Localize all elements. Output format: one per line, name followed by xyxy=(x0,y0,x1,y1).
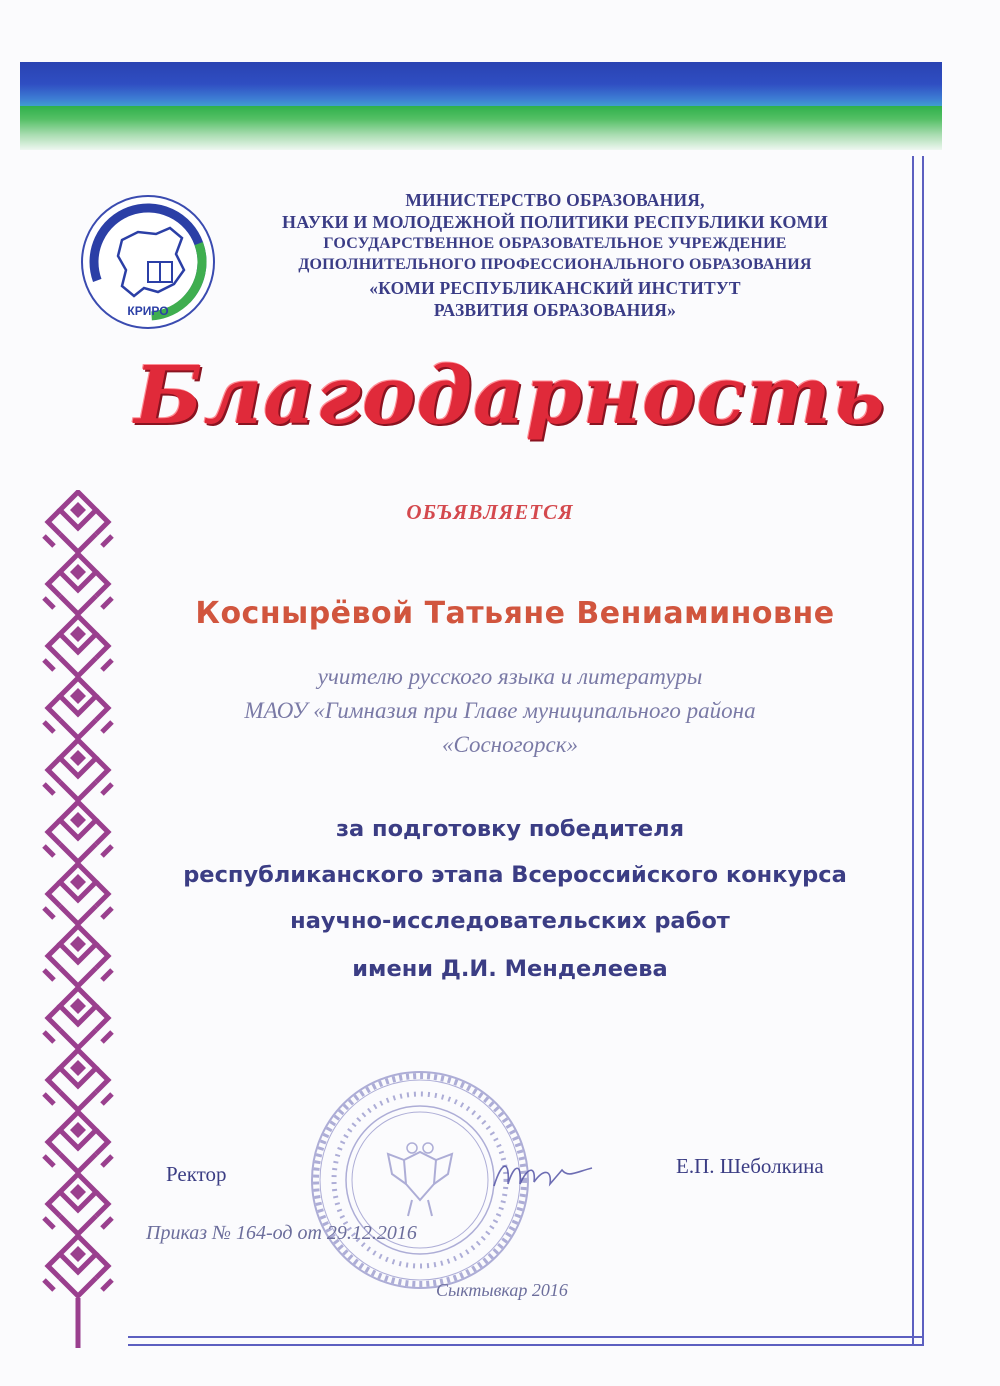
reason-line-4: имени Д.И. Менделеева xyxy=(352,956,668,982)
header-line-5: «КОМИ РЕСПУБЛИКАНСКИЙ ИНСТИТУТ xyxy=(369,278,741,298)
ornament-border xyxy=(38,490,118,1350)
flag-stripe-green xyxy=(20,106,942,150)
flag-stripe-blue xyxy=(20,62,942,106)
header-line-6: РАЗВИТИЯ ОБРАЗОВАНИЯ» xyxy=(433,300,677,320)
reason-line-2: республиканского этапа Всероссийского конкурса xyxy=(183,862,847,888)
announce-text: ОБЪЯВЛЯЕТСЯ xyxy=(406,500,574,524)
frame-line-bottom-inner xyxy=(128,1336,924,1338)
position-line-1: учителю русского языка и литературы xyxy=(317,664,703,689)
signature-name: Е.П. Шеболкина xyxy=(676,1154,824,1178)
rector-signature xyxy=(488,1150,598,1196)
frame-line-bottom-outer xyxy=(128,1344,924,1346)
header-line-1: МИНИСТЕРСТВО ОБРАЗОВАНИЯ, xyxy=(405,190,705,210)
order-reference: Приказ № 164-од от 29.12.2016 xyxy=(146,1222,417,1244)
header-line-2: НАУКИ И МОЛОДЕЖНОЙ ПОЛИТИКИ РЕСПУБЛИКИ КОМИ xyxy=(282,212,828,232)
reason-line-1: за подготовку победителя xyxy=(335,816,685,842)
document-title: Благодарность xyxy=(134,348,886,442)
kriro-logo xyxy=(78,192,218,332)
signature-role: Ректор xyxy=(166,1162,227,1186)
logo-label: КРИРО xyxy=(127,304,169,318)
reason-line-3: научно-исследовательских работ xyxy=(290,908,730,934)
header-line-4: ДОПОЛНИТЕЛЬНОГО ПРОФЕССИОНАЛЬНОГО ОБРАЗОВАНИЯ xyxy=(298,256,812,273)
frame-line-right-outer xyxy=(922,156,924,1344)
position-line-2: МАОУ «Гимназия при Главе муниципального района xyxy=(244,698,756,723)
city-year: Сыктывкар 2016 xyxy=(436,1280,568,1300)
frame-line-right-inner xyxy=(912,156,914,1344)
position-line-3: «Сосногорск» xyxy=(441,732,579,757)
recipient-name: Коснырëвой Татьяне Вениаминовне xyxy=(195,596,835,631)
header-line-3: ГОСУДАРСТВЕННОЕ ОБРАЗОВАТЕЛЬНОЕ УЧРЕЖДЕНИЕ xyxy=(323,235,787,252)
